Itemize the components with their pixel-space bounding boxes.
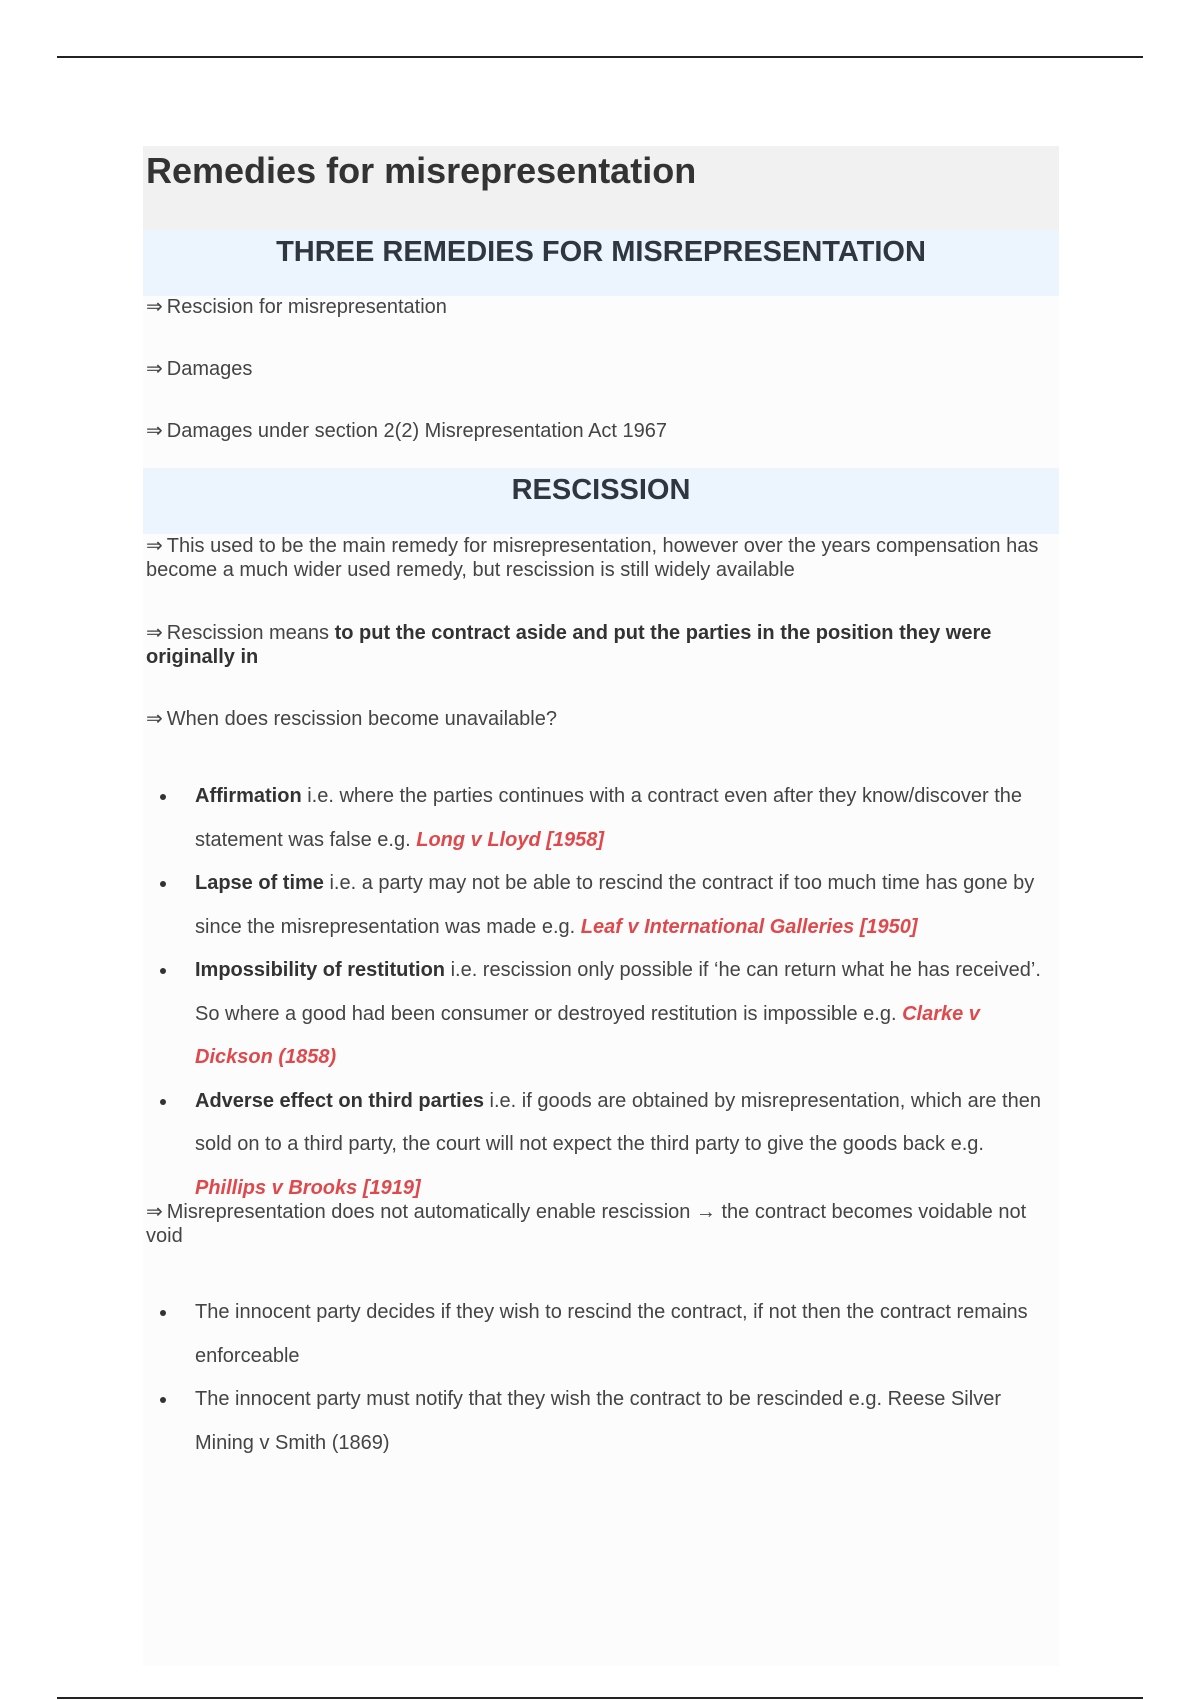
list-item-affirmation: Affirmation i.e. where the parties continues with a contract even after they know/discover the statement was false e.g. Long v Lloyd [1958]	[143, 775, 1059, 862]
list-item: The innocent party decides if they wish to rescind the contract, if not then the contract remains enforceable	[143, 1291, 1059, 1378]
paragraph-rescission-meaning: ⇒ Rescission means to put the contract aside and put the parties in the position they were originally in	[146, 622, 992, 668]
case-citation: Phillips v Brooks [1919]	[195, 1176, 421, 1199]
page-top-rule	[57, 56, 1143, 58]
document-body	[143, 146, 1059, 1666]
arrow-icon: ⇒	[146, 622, 163, 644]
list-item-third-parties: Adverse effect on third parties i.e. if goods are obtained by misrepresentation, which are then sold on to a third party, the court will not expect the third party to give the goods back e.g. Phillips v Brooks [1919]	[143, 1080, 1059, 1211]
arrow-icon: ⇒	[146, 535, 163, 557]
arrow-icon: ⇒	[146, 1201, 163, 1223]
arrow-icon: ⇒	[146, 358, 163, 380]
title-bar	[143, 146, 1059, 230]
section-heading-three-remedies: THREE REMEDIES FOR MISREPRESENTATION	[143, 230, 1059, 296]
remedy-item: ⇒ Damages	[146, 358, 253, 380]
list-item-lapse-of-time: Lapse of time i.e. a party may not be able to rescind the contract if too much time has gone by since the misrepresentation was made e.g. Leaf v International Galleries [1950]	[143, 862, 1059, 949]
paragraph-unavailable-question: ⇒ When does rescission become unavailable?	[146, 708, 557, 730]
arrow-icon: ⇒	[146, 708, 163, 730]
list-item-impossibility-of-restitution: Impossibility of restitution i.e. rescission only possible if ‘he can return what he has received’. So where a good had been consumer or destroyed restitution is impossible e.g. Clarke v Dickson (1858)	[143, 949, 1059, 1080]
paragraph-voidable: ⇒ Misrepresentation does not automatically enable rescission → the contract becomes voidable not void	[146, 1201, 1027, 1247]
case-citation: Long v Lloyd [1958]	[416, 828, 605, 851]
list-item: The innocent party must notify that they wish the contract to be rescinded e.g. Reese Silver Mining v Smith (1869)	[143, 1378, 1059, 1465]
page-bottom-rule	[57, 1697, 1143, 1699]
arrow-icon: ⇒	[146, 296, 163, 318]
rescission-definition: to put the contract aside and put the parties in the position they were originally in	[146, 622, 992, 668]
remedy-item: ⇒ Damages under section 2(2) Misrepresentation Act 1967	[146, 420, 668, 442]
case-citation: Clarke v Dickson (1858)	[195, 1002, 980, 1068]
innocent-party-list	[143, 1291, 1059, 1465]
arrow-icon: ⇒	[146, 420, 163, 442]
page-title: Remedies for misrepresentation	[146, 150, 697, 191]
remedy-item: ⇒ Rescision for misrepresentation	[146, 296, 447, 318]
bars-to-rescission-list	[143, 775, 1059, 1210]
section-heading-rescission: RESCISSION	[143, 468, 1059, 534]
paragraph-main-remedy: ⇒ This used to be the main remedy for misrepresentation, however over the years compensation has become a much wider used remedy, but rescission is still widely available	[146, 535, 1039, 581]
case-citation: Leaf v International Galleries [1950]	[580, 915, 918, 938]
